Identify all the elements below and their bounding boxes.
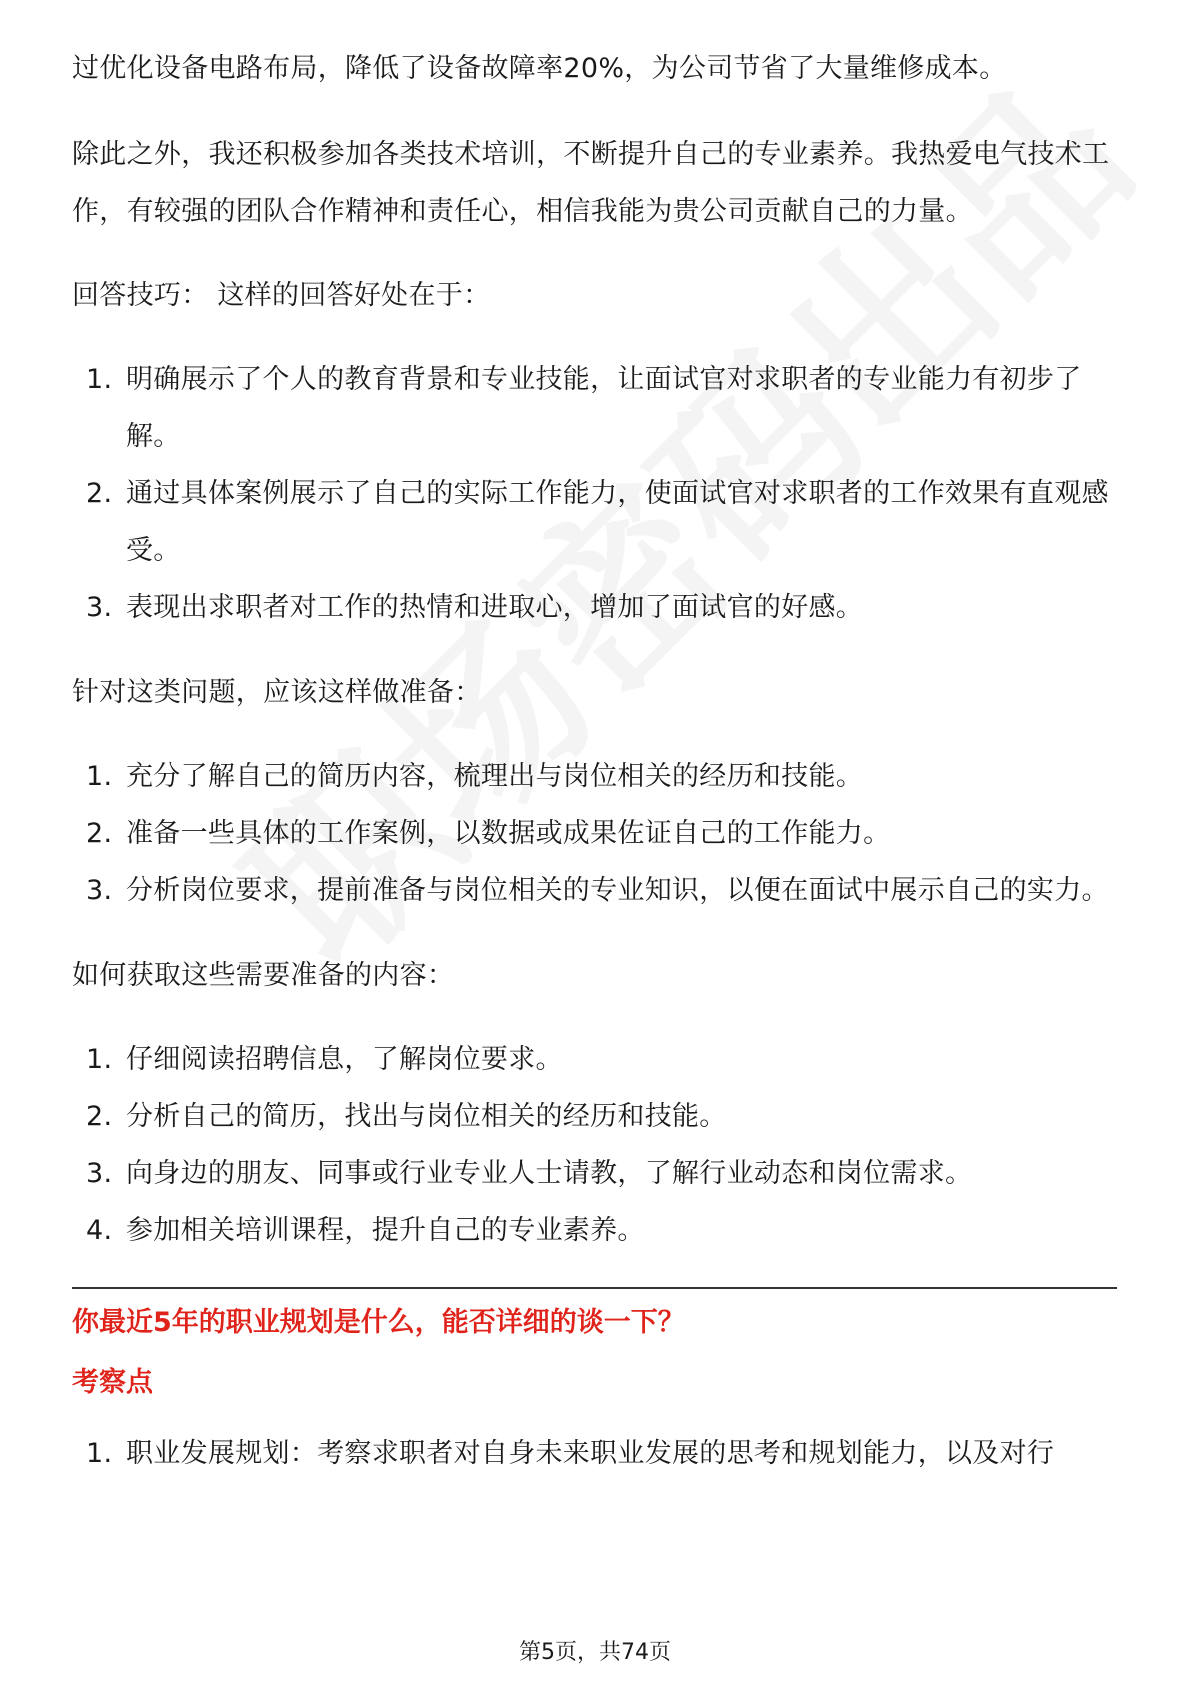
page-footer: 第5页，共74页 [519, 1640, 671, 1665]
list-text: 参加相关培训课程，提升自己的专业素养。 [126, 1215, 645, 1246]
list-number: 3. [86, 592, 113, 623]
list-number: 2. [86, 478, 113, 509]
section-divider [72, 1287, 1117, 1289]
list-number: 1. [86, 761, 113, 792]
list-text: 职业发展规划：考察求职者对自身未来职业发展的思考和规划能力，以及对行 [126, 1438, 1055, 1469]
list-text: 通过具体案例展示了自己的实际工作能力，使面试官对求职者的工作效果有直观感受。 [126, 478, 1109, 566]
list-item [72, 1425, 1117, 1482]
prep-list [72, 748, 1117, 919]
list-text: 仔细阅读招聘信息，了解岗位要求。 [126, 1044, 563, 1075]
paragraph-1: 过优化设备电路布局，降低了设备故障率20%，为公司节省了大量维修成本。 [72, 53, 1007, 84]
list-number: 4. [86, 1215, 113, 1246]
tips-heading: 回答技巧： 这样的回答好处在于： [72, 280, 491, 311]
list-item [72, 579, 1117, 636]
list-number: 3. [86, 875, 113, 906]
list-item [72, 1088, 1117, 1145]
list-number: 1. [86, 1438, 113, 1469]
list-number: 3. [86, 1158, 113, 1189]
list-item [72, 748, 1117, 805]
list-text: 表现出求职者对工作的热情和进取心，增加了面试官的好感。 [126, 592, 864, 623]
list-item [72, 1031, 1117, 1088]
list-number: 1. [86, 1044, 113, 1075]
acquire-list [72, 1031, 1117, 1259]
list-text: 向身边的朋友、同事或行业专业人士请教，了解行业动态和岗位需求。 [126, 1158, 973, 1189]
tips-list [72, 351, 1117, 636]
prep-heading: 针对这类问题，应该这样做准备： [72, 677, 482, 708]
list-number: 1. [86, 364, 113, 395]
list-text: 准备一些具体的工作案例，以数据或成果佐证自己的工作能力。 [126, 818, 891, 849]
list-item [72, 805, 1117, 862]
list-text: 充分了解自己的简历内容，梳理出与岗位相关的经历和技能。 [126, 761, 864, 792]
kaochadian-heading: 考察点 [72, 1367, 153, 1398]
list-item [72, 862, 1117, 919]
paragraph-2: 除此之外，我还积极参加各类技术培训，不断提升自己的专业素养。我热爱电气技术工作，有较强的团队合作精神和责任心，相信我能为贵公司贡献自己的力量。 [72, 139, 1110, 227]
list-number: 2. [86, 818, 113, 849]
page-content [72, 40, 1117, 1510]
list-text: 分析岗位要求，提前准备与岗位相关的专业知识，以便在面试中展示自己的实力。 [126, 875, 1109, 906]
acquire-heading: 如何获取这些需要准备的内容： [72, 960, 455, 991]
list-item [72, 1202, 1117, 1259]
question-heading: 你最近5年的职业规划是什么，能否详细的谈一下？ [72, 1307, 685, 1338]
kcp-list [72, 1425, 1117, 1482]
list-text: 分析自己的简历，找出与岗位相关的经历和技能。 [126, 1101, 727, 1132]
list-text: 明确展示了个人的教育背景和专业技能，让面试官对求职者的专业能力有初步了解。 [126, 364, 1082, 452]
list-item [72, 465, 1117, 579]
list-item [72, 351, 1117, 465]
list-item [72, 1145, 1117, 1202]
list-number: 2. [86, 1101, 113, 1132]
